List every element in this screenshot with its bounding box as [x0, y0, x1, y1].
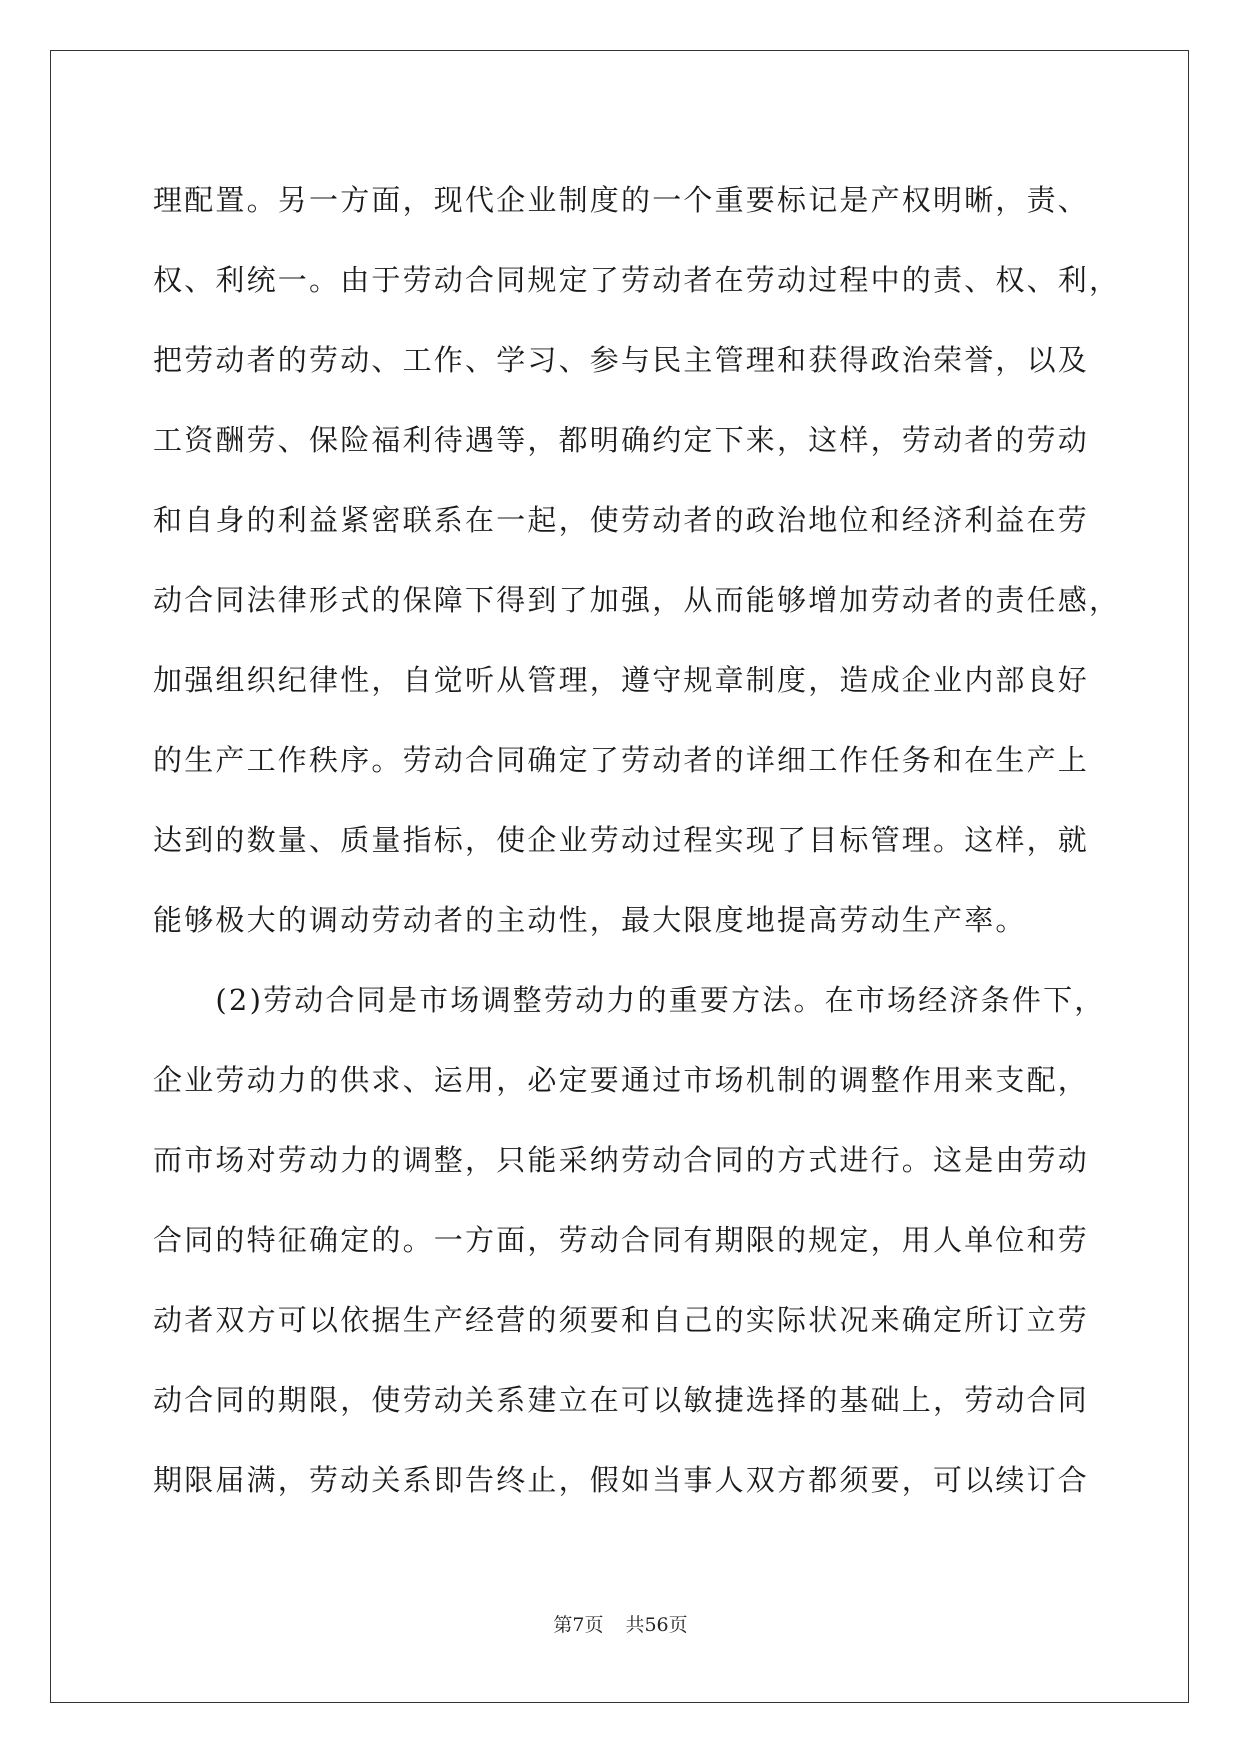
total-pages-label: 共56页: [625, 1614, 688, 1636]
text-line: 权、利统一。由于劳动合同规定了劳动者在劳动过程中的责、权、利，: [153, 263, 1121, 297]
text-line: (2)劳动合同是市场调整劳动力的重要方法。在市场经济条件下，: [153, 983, 1106, 1017]
text-line: 把劳动者的劳动、工作、学习、参与民主管理和获得政治荣誉，以及: [153, 343, 1090, 377]
page-footer: [0, 1613, 1241, 1637]
text-line: 的生产工作秩序。劳动合同确定了劳动者的详细工作任务和在生产上: [153, 743, 1090, 777]
text-line: 动合同的期限，使劳动关系建立在可以敏捷选择的基础上，劳动合同: [153, 1383, 1090, 1417]
text-line: 工资酬劳、保险福利待遇等，都明确约定下来，这样，劳动者的劳动: [153, 423, 1090, 457]
current-page-label: 第7页: [553, 1614, 604, 1636]
text-line: 合同的特征确定的。一方面，劳动合同有期限的规定，用人单位和劳: [153, 1223, 1090, 1257]
text-line: 企业劳动力的供求、运用，必定要通过市场机制的调整作用来支配，: [153, 1063, 1090, 1097]
text-line: 达到的数量、质量指标，使企业劳动过程实现了目标管理。这样，就: [153, 823, 1090, 857]
text-line: 能够极大的调动劳动者的主动性，最大限度地提高劳动生产率。: [153, 903, 1027, 937]
text-line: 而市场对劳动力的调整，只能采纳劳动合同的方式进行。这是由劳动: [153, 1143, 1090, 1177]
text-line: 动者双方可以依据生产经营的须要和自己的实际状况来确定所订立劳: [153, 1303, 1090, 1337]
text-line: 加强组织纪律性，自觉听从管理，遵守规章制度，造成企业内部良好: [153, 663, 1090, 697]
text-line: 和自身的利益紧密联系在一起，使劳动者的政治地位和经济利益在劳: [153, 503, 1090, 537]
body-text: [153, 160, 1121, 1520]
text-line: 期限届满，劳动关系即告终止，假如当事人双方都须要，可以续订合: [153, 1463, 1090, 1497]
text-line: 理配置。另一方面，现代企业制度的一个重要标记是产权明晰，责、: [153, 183, 1090, 217]
text-line: 动合同法律形式的保障下得到了加强，从而能够增加劳动者的责任感，: [153, 583, 1121, 617]
